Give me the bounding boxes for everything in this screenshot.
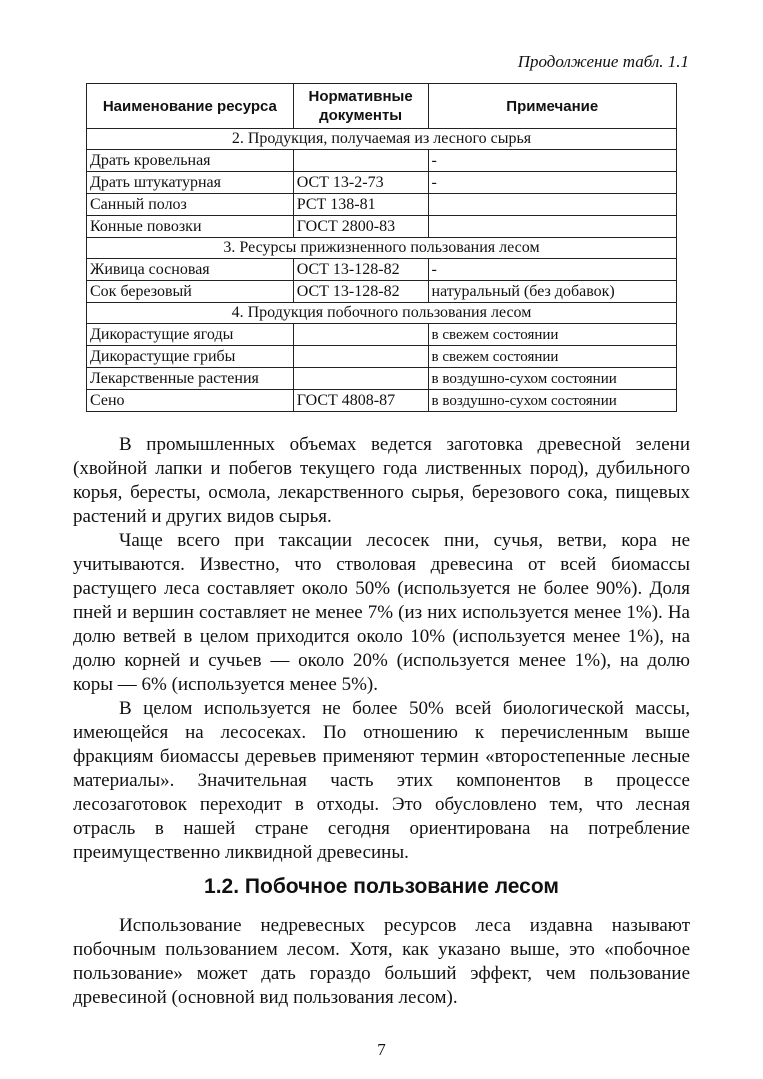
table-row: [87, 194, 677, 216]
cell-note: в воздушно-сухом состоянии: [428, 390, 677, 412]
cell-document: ОСТ 13-128-82: [293, 281, 428, 303]
cell-resource: Драть кровельная: [87, 150, 294, 172]
body-text: [73, 433, 690, 865]
table-row: [87, 172, 677, 194]
cell-note: [428, 216, 677, 238]
cell-document: ГОСТ 4808-87: [293, 390, 428, 412]
resources-table: [86, 83, 677, 412]
table-row: [87, 324, 677, 346]
table-row: [87, 259, 677, 281]
section-title: 2. Продукция, получаемая из лесного сырья: [87, 129, 677, 150]
cell-note: в свежем состоянии: [428, 324, 677, 346]
paragraph: В промышленных объемах ведется заготовка древесной зелени (хвойной лапки и побегов текущего года лиственных пород), дубильного корья, бересты, осмола, лекарственного сырья, березового сока, пищевых растений и других видов сырья.: [73, 434, 690, 527]
cell-resource: Сок березовый: [87, 281, 294, 303]
table-row: [87, 346, 677, 368]
table-row: [87, 368, 677, 390]
section-heading: 1.2. Побочное пользование лесом: [204, 875, 559, 898]
cell-document: [293, 346, 428, 368]
header-normative-docs: Нормативные документы: [293, 84, 428, 129]
cell-document: [293, 324, 428, 346]
cell-document: [293, 368, 428, 390]
table-row: [87, 150, 677, 172]
section-title: 3. Ресурсы прижизненного пользования лесом: [87, 238, 677, 259]
table-continuation-label: Продолжение табл. 1.1: [517, 52, 689, 71]
section-row: [87, 129, 677, 150]
section-title: 4. Продукция побочного пользования лесом: [87, 303, 677, 324]
cell-document: [293, 150, 428, 172]
cell-note: в свежем состоянии: [428, 346, 677, 368]
table-row: [87, 390, 677, 412]
cell-note: натуральный (без добавок): [428, 281, 677, 303]
cell-note: -: [428, 150, 677, 172]
cell-document: РСТ 138-81: [293, 194, 428, 216]
page-number: 7: [377, 1040, 386, 1059]
cell-note: [428, 194, 677, 216]
cell-resource: Дикорастущие ягоды: [87, 324, 294, 346]
cell-resource: Лекарственные растения: [87, 368, 294, 390]
section-body-text: [73, 914, 690, 1010]
cell-resource: Драть штукатурная: [87, 172, 294, 194]
cell-resource: Дикорастущие грибы: [87, 346, 294, 368]
section-row: [87, 238, 677, 259]
cell-resource: Сено: [87, 390, 294, 412]
section-row: [87, 303, 677, 324]
header-resource-name: Наименование ресурса: [87, 84, 294, 129]
paragraph: Чаще всего при таксации лесосек пни, сучья, ветви, кора не учитываются. Известно, что стволовая древесина от всей биомассы растущего леса составляет около 50% (используется не более 90%). Доля пней и вершин составляет не менее 7% (из них используется менее 1%). На долю ветвей в целом приходится около 10% (используется менее 1%), на долю корней и сучьев — около 20% (используется менее 1%), на долю коры — 6% (используется менее 5%).: [73, 530, 690, 695]
cell-note: -: [428, 259, 677, 281]
paragraph: Использование недревесных ресурсов леса издавна называют побочным пользованием лесом. Хотя, как указано выше, это «побочное пользование» может дать гораздо больший эффект, чем пользование древесиной (основной вид пользования лесом).: [73, 915, 690, 1008]
cell-note: -: [428, 172, 677, 194]
table-row: [87, 216, 677, 238]
table-header-row: [87, 84, 677, 129]
cell-resource: Живица сосновая: [87, 259, 294, 281]
cell-resource: Санный полоз: [87, 194, 294, 216]
cell-document: ОСТ 13-128-82: [293, 259, 428, 281]
paragraph: В целом используется не более 50% всей биологической массы, имеющейся на лесосеках. По отношению к перечисленным выше фракциям биомассы деревьев применяют термин «второстепенные лесные материалы». Значительная часть этих компонентов в процессе лесозаготовок переходит в отходы. Это обусловлено тем, что лесная отрасль в нашей стране сегодня ориентирована на потребление преимущественно ликвидной древесины.: [73, 698, 690, 863]
cell-resource: Конные повозки: [87, 216, 294, 238]
cell-note: в воздушно-сухом состоянии: [428, 368, 677, 390]
header-note: Примечание: [428, 84, 677, 129]
table-row: [87, 281, 677, 303]
cell-document: ОСТ 13-2-73: [293, 172, 428, 194]
cell-document: ГОСТ 2800-83: [293, 216, 428, 238]
